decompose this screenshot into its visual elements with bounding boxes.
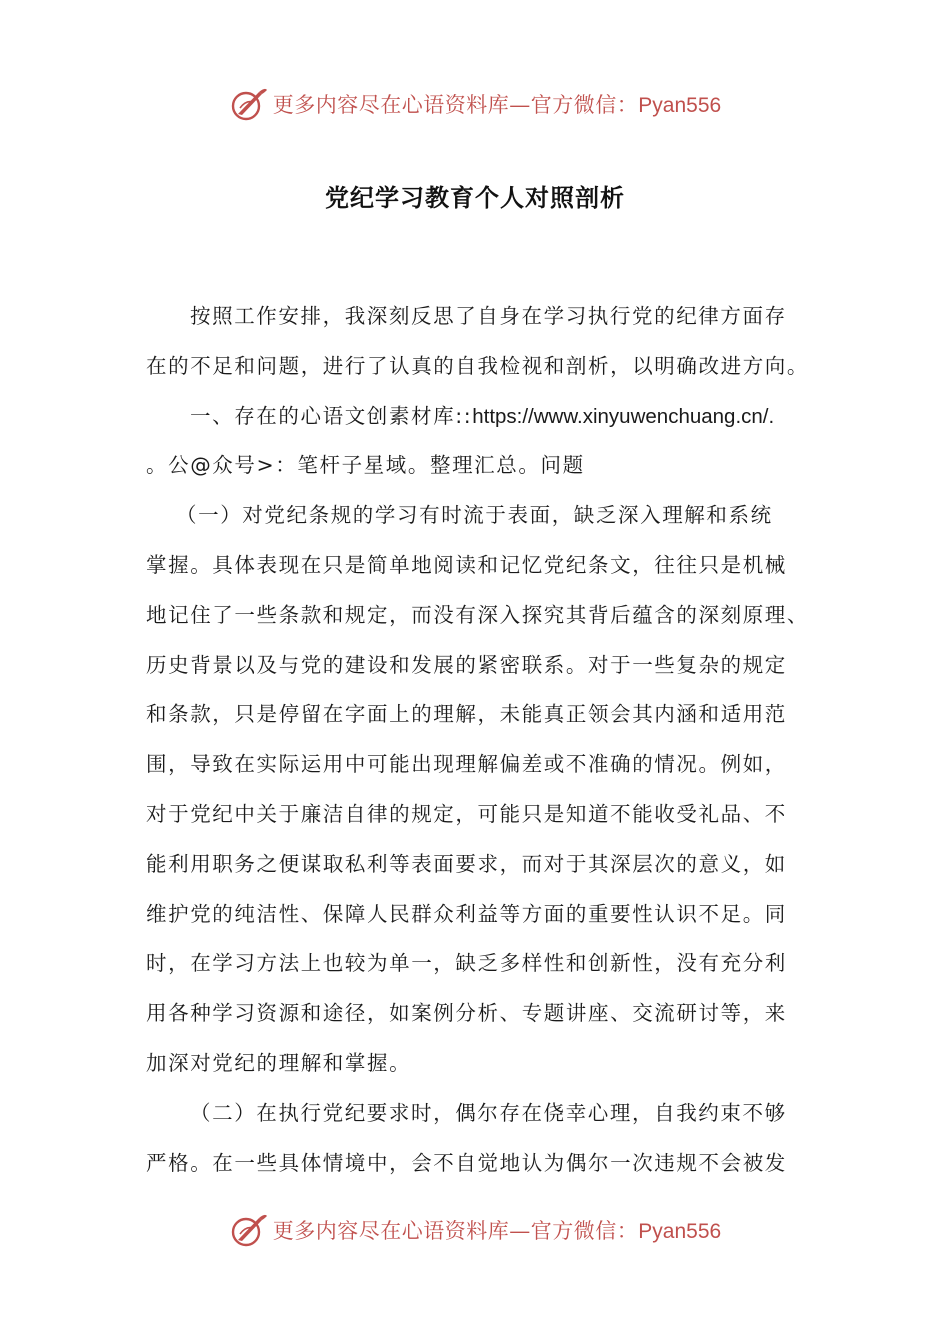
paragraph-line: 历史背景以及与党的建设和发展的紧密联系。对于一些复杂的规定 [146,652,787,677]
paragraph-line: （一）对党纪条规的学习有时流于表面，缺乏深入理解和系统 [176,503,773,528]
document-body [146,292,809,1188]
section-heading-line: 。公@众号>：笔杆子星域。整理汇总。问题 [146,453,585,478]
header-banner-contact: Pyan556 [638,94,722,117]
paragraph-line: 时，在学习方法上也较为单一，缺乏多样性和创新性，没有充分利 [146,951,787,976]
quill-logo-icon [229,1210,269,1250]
header-banner [0,82,950,126]
paragraph-line: 严格。在一些具体情境中，会不自觉地认为偶尔一次违规不会被发 [146,1150,787,1175]
paragraph-line: 按照工作安排，我深刻反思了自身在学习执行党的纪律方面存 [190,304,787,328]
paragraph-line: 加深对党纪的理解和掌握。 [146,1050,412,1075]
document-title: 党纪学习教育个人对照剖析 [325,183,625,212]
footer-banner-contact: Pyan556 [638,1220,722,1243]
website-url[interactable]: https://www.xinyuwenchuang.cn/. [472,404,775,428]
paragraph-line: 地记住了一些条款和规定，而没有深入探究其背后蕴含的深刻原理、 [146,602,809,627]
footer-banner [0,1208,950,1252]
paragraph-line: （二）在执行党纪要求时，偶尔存在侥幸心理，自我约束不够 [190,1100,787,1125]
paragraph-line: 围，导致在实际运用中可能出现理解偏差或不准确的情况。例如， [146,752,787,777]
paragraph-line: 维护党的纯洁性、保障人民群众利益等方面的重要性认识不足。同 [146,901,787,926]
paragraph-line: 用各种学习资源和途径，如案例分析、专题讲座、交流研讨等，来 [146,1001,787,1026]
section-heading-line: 一、存在的心语文创素材库::https://www.xinyuwenchuang.cn/. [190,403,775,428]
paragraph-line: 掌握。具体表现在只是简单地阅读和记忆党纪条文，往往只是机械 [146,552,787,577]
paragraph-line: 能利用职务之便谋取私利等表面要求，而对于其深层次的意义，如 [146,851,787,876]
footer-banner-text: 更多内容尽在心语资料库—官方微信：Pyan556 [272,1219,722,1243]
paragraph-line: 和条款，只是停留在字面上的理解，未能真正领会其内涵和适用范 [146,702,787,727]
header-banner-text: 更多内容尽在心语资料库—官方微信：Pyan556 [272,93,722,117]
quill-logo-icon [229,84,269,124]
paragraph-line: 在的不足和问题，进行了认真的自我检视和剖析，以明确改进方向。 [146,353,809,378]
paragraph-line: 对于党纪中关于廉洁自律的规定，可能只是知道不能收受礼品、不 [146,801,787,826]
